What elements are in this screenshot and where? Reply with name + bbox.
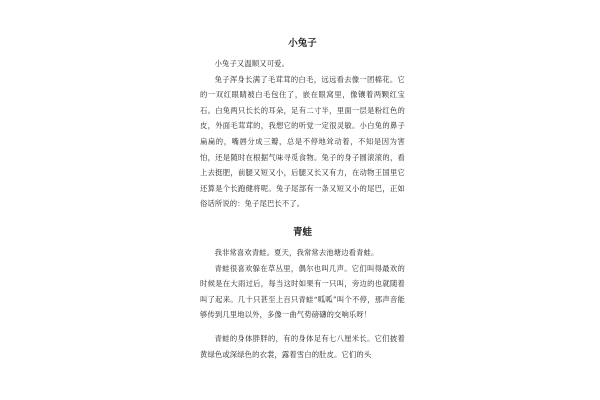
article-paragraph: 青蛙的身体胖胖的，有的身体足有七八厘米长。它们披着黄绿色或深绿色的衣裳，露着雪白的肚皮。它们的头 bbox=[200, 333, 405, 359]
article-title: 青蛙 bbox=[292, 227, 312, 238]
article-frog bbox=[200, 227, 405, 362]
article-paragraph: 兔子浑身长满了毛茸茸的白毛，远远看去像一团棉花。它的一双红眼睛被白毛包住了，嵌在眼窝里，像镶着两颗红宝石。白兔两只长长的耳朵，足有二寸半，里面一层是粉红色的皮，外面毛茸茸的，我想它的听觉一定很灵敏。小白兔的鼻子扁扁的，嘴唇分成三瓣，总是不停地耸动着，不知是因为害怕，还是随时在根据气味寻觅食物。兔子的身子圆滚滚的，看上去挺肥，前腿又短又小，后腿又长又有力，在动物王国里它还算是个长跑健将呢。兔子尾部有一条又短又小的尾巴，正如俗话所说的：兔子尾巴长不了。 bbox=[200, 74, 405, 209]
article-paragraph: 我非常喜欢青蛙。夏天，我常常去池塘边看青蛙。 bbox=[214, 248, 379, 257]
article-paragraph: 青蛙很喜欢躲在草丛里，偶尔也叫几声。它们叫得最欢的时候是在大雨过后，每当这时如果有一只叫，旁边的也就随着叫了起来。几十只甚至上百只青蛙“呱呱”叫个不停，那声音能够传到几里地以外，多像一曲气势磅礴的交响乐呀！ bbox=[200, 263, 405, 320]
article-paragraph: 小兔子又温顺又可爱。 bbox=[214, 59, 290, 68]
article-title: 小兔子 bbox=[288, 38, 317, 49]
article-rabbit bbox=[200, 38, 405, 212]
paragraph-spacer bbox=[200, 323, 405, 331]
